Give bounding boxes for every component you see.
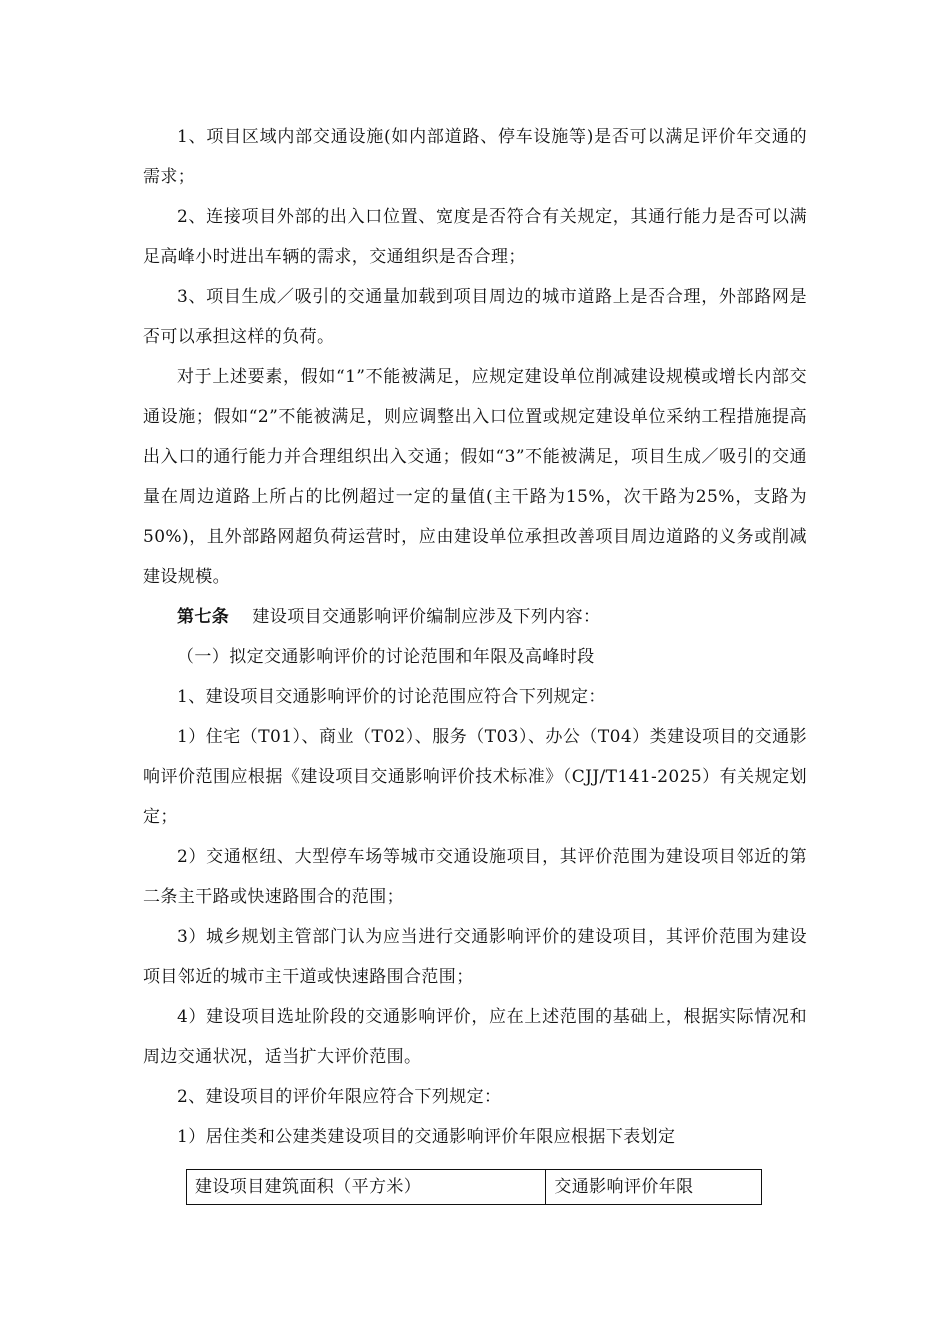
- paragraph-item-2: 2、连接项目外部的出入口位置、宽度是否符合有关规定，其通行能力是否可以满足高峰小时进出车辆的需求，交通组织是否合理；: [143, 207, 807, 267]
- paragraph-scope-rules: 1、建设项目交通影响评价的讨论范围应符合下列规定：: [177, 687, 606, 707]
- article-seven: [143, 597, 807, 637]
- paragraph-scope-4: 4）建设项目选址阶段的交通影响评价，应在上述范围的基础上，根据实际情况和周边交通状况，适当扩大评价范围。: [143, 1007, 807, 1067]
- paragraph-scope-3: 3）城乡规划主管部门认为应当进行交通影响评价的建设项目，其评价范围为建设项目邻近的城市主干道或快速路围合范围；: [143, 927, 807, 987]
- paragraph-scope-1: 1）住宅（T01）、商业（T02）、服务（T03）、办公（T04）类建设项目的交通影响评价范围应根据《建设项目交通影响评价技术标准》（CJJ/T141-2025）有关规定划定；: [143, 727, 807, 827]
- paragraph-years-rules: 2、建设项目的评价年限应符合下列规定：: [177, 1087, 502, 1107]
- evaluation-table: [186, 1169, 762, 1205]
- paragraph-requirements: 对于上述要素，假如“1”不能被满足，应规定建设单位削减建设规模或增长内部交通设施；假如“2”不能被满足，则应调整出入口位置或规定建设单位采纳工程措施提高出入口的通行能力并合理组织出入交通；假如“3”不能被满足，项目生成／吸引的交通量在周边道路上所占的比例超过一定的量值(主干路为15%，次干路为25%，支路为50%)，且外部路网超负荷运营时，应由建设单位承担改善项目周边道路的义务或削减建设规模。: [143, 367, 807, 587]
- table-header-row: [187, 1170, 762, 1205]
- paragraph-item-3: 3、项目生成／吸引的交通量加载到项目周边的城市道路上是否合理，外部路网是否可以承担这样的负荷。: [143, 287, 807, 347]
- table-header-years: 交通影响评价年限: [546, 1170, 762, 1205]
- paragraph-years-1: 1）居住类和公建类建设项目的交通影响评价年限应根据下表划定: [177, 1127, 676, 1147]
- table-header-area: 建设项目建筑面积（平方米）: [187, 1170, 546, 1205]
- article-label: 第七条: [177, 607, 230, 627]
- paragraph-item-1: 1、项目区域内部交通设施(如内部道路、停车设施等)是否可以满足评价年交通的需求；: [143, 127, 807, 187]
- document-body: [143, 117, 807, 1205]
- paragraph-scope-2: 2）交通枢纽、大型停车场等城市交通设施项目，其评价范围为建设项目邻近的第二条主干路或快速路围合的范围；: [143, 847, 807, 907]
- section-heading: （一）拟定交通影响评价的讨论范围和年限及高峰时段: [177, 647, 595, 667]
- article-text: 建设项目交通影响评价编制应涉及下列内容：: [252, 607, 601, 627]
